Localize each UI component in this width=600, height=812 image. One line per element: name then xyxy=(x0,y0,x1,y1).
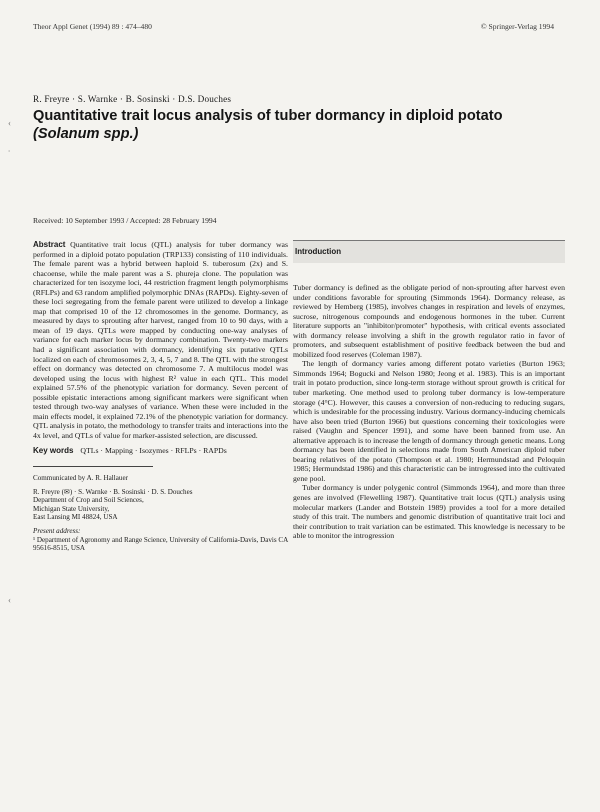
left-column xyxy=(33,240,288,553)
abstract-text: Quantitative trait locus (QTL) analysis for tuber dormancy was performed in a diploid potato population (TRP133) consisting of 110 individuals. The female parent was a hybrid between haploid S. tuberosum (2x) and S. chacoense, while the male parent was a S. phureja clone. The population was characterized for ten isozyme loci, 44 restriction fragment length polymorphisms (RFLPs) and 63 random amplified polymorphic DNAs (RAPDs). Eighty-seven of these loci segregating from the female parent were utilized to develop a linkage map that comprised 10 of the 12 chromosomes in the genome. Dormancy, as measured by days to sprouting after harvest, ranged from 10 to 90 days, with a mean of 19 days. QTLs were mapped by conducting one-way analyses of variance for each marker locus by dormancy combination. Twenty-two markers had a significant association with dormancy, identifying six putative QTLs localized on each of chromosomes 2, 3, 4, 5, 7 and 8. The QTL with the strongest effect on dormancy was detected on chromosome 7. A multilocus model was developed using the locus with highest R² value in each QTL. This model explained 57.5% of the phenotypic variation for dormancy. Seven percent of possible epistatic interactions among significant markers were significant when tested through two-way analyses of variance. When these were included in the main effects model, it explained 72.1% of the phenotypic variation for dormancy. QTL analysis in potato, the methodology to transfer traits and interactions into the 4x level, and QTLs of value for marker-assisted selection, are discussed. xyxy=(33,240,289,440)
keywords xyxy=(33,446,288,456)
intro-paragraph: Tuber dormancy is under polygenic control (Simmonds 1964), and more than three genes are involved (Flewelling 1987). Quantitative trait locus (QTL) analysis using molecular markers (Lander and Botstein 1989) provides a tool for a more detailed study of this trait. The numbers and genomic distribution of quantitative trait loci and their contribution to trait variation can be estimated. This knowledge is necessary to be able to monitor the introgression xyxy=(293,483,565,541)
communicated-by: Communicated by A. R. Hallauer xyxy=(33,474,128,483)
right-column xyxy=(293,240,565,541)
margin-mark-icon: ∙ xyxy=(8,146,11,156)
affiliation-line: Department of Crop and Soil Sciences, xyxy=(33,496,144,505)
introduction-heading-box xyxy=(293,240,565,263)
intro-paragraph: The length of dormancy varies among different potato varieties (Burton 1963; Simmonds 1964; Bogucki and Nelson 1980; Jeong et al. 1983). This is an important trait in potato production, since long-term storage without sprout growth is critical for tuber marketing. One method used to prolong tuber dormancy is low-temperature storage (4°C). However, this causes a conversion of non-reducing to reducing sugars, which is undesirable for the processing industry. Various dormancy-inducing chemicals have also been tried (Burton 1966) but questions concerning their toxicologies were raised (Vaughn and Spencer 1991), and some have been banned from use. An alternative approach is to increase the length of dormancy through genetic means. Long dormancy has been identified in selections made from South American diploid tuber bearing relatives of the potato (Thompson et al. 1980; Hermundstad and Peloquin 1985; Hermundstad 1986) and this characteristic can be introgressed into the cultivated gene pool. xyxy=(293,359,565,483)
title-main: Quantitative trait locus analysis of tuber dormancy in diploid potato xyxy=(33,108,503,124)
margin-mark-icon: ‹ xyxy=(8,118,11,128)
abstract xyxy=(33,240,288,440)
margin-mark-icon: ‹ xyxy=(8,595,11,605)
affiliation-line: Michigan State University, xyxy=(33,504,110,513)
affiliation-line: R. Freyre (✉) · S. Warnke · B. Sosinski · D. S. Douches xyxy=(33,487,193,496)
author-list: R. Freyre · S. Warnke · B. Sosinski · D.S. Douches xyxy=(33,94,232,104)
present-address-label: Present address: xyxy=(33,527,81,535)
paper-title xyxy=(33,107,553,143)
abstract-label: Abstract xyxy=(33,240,66,249)
footnote-divider xyxy=(33,466,153,467)
running-header-journal: Theor Appl Genet (1994) 89 : 474–480 xyxy=(33,22,152,31)
affiliation-line: East Lansing MI 48824, USA xyxy=(33,513,118,522)
present-address-text: ¹ Department of Agronomy and Range Science, University of California-Davis, Davis CA 95616-8515, USA xyxy=(33,535,288,553)
footnotes xyxy=(33,474,288,553)
intro-paragraph: Tuber dormancy is defined as the obligate period of non-sprouting after harvest even under conditions favorable for sprouting (Simmonds 1964). Dormancy release, as reviewed by Hemberg (1985), involves changes in respiration and levels of enzymes, sucrose, nitrogenous compounds and endogenous hormones in the tuber. Current literature supports an "inhibitor/promoter" hypothesis, with critical events associated with dormancy release involving a shift in the growth regulator ratio in favor of promoters, and subsequent establishment of positive feedback between the bud and mobilized food reserves (Coleman 1987). xyxy=(293,283,565,359)
running-header-copyright: © Springer-Verlag 1994 xyxy=(480,22,554,31)
received-accepted-dates: Received: 10 September 1993 / Accepted: 28 February 1994 xyxy=(33,216,217,225)
title-species: (Solanum spp.) xyxy=(33,126,139,142)
keywords-text: QTLs · Mapping · Isozymes · RFLPs · RAPDs xyxy=(80,446,227,456)
introduction-heading: Introduction xyxy=(295,247,342,256)
keywords-label: Key words xyxy=(33,446,74,456)
